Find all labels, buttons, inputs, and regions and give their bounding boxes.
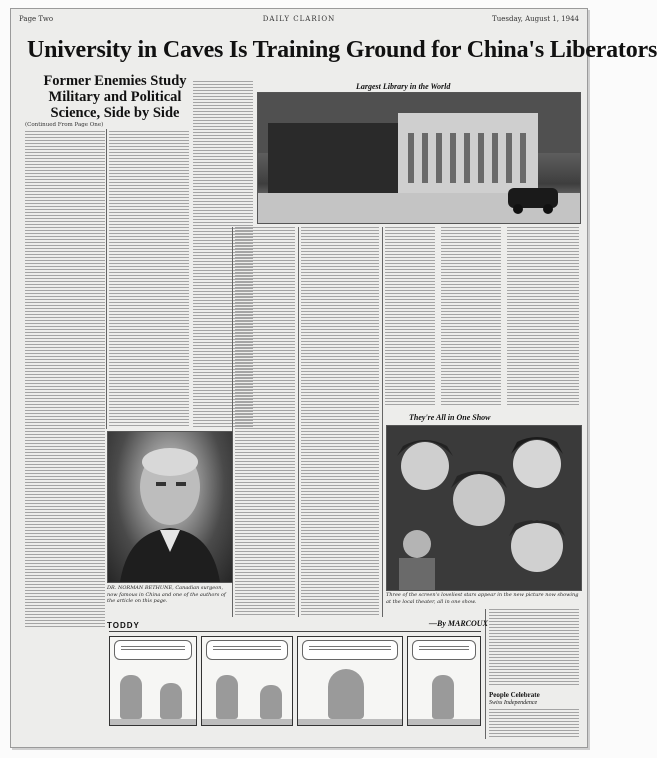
comic-figure	[432, 675, 454, 719]
comic-strip	[109, 631, 481, 728]
speech-bubble	[412, 640, 476, 660]
comic-ground	[202, 719, 292, 725]
comic-ground	[408, 719, 480, 725]
speech-bubble	[302, 640, 398, 660]
comic-panel-4	[407, 636, 481, 726]
article-column-4	[235, 227, 295, 617]
comic-figure	[120, 675, 142, 719]
page-label: Page Two	[19, 15, 54, 23]
main-headline: University in Caves Is Training Ground for China's Liberators	[27, 37, 657, 63]
portrait-image	[108, 432, 232, 582]
paper-name: DAILY CLARION	[262, 15, 336, 23]
comic-panel-3	[297, 636, 403, 726]
theyre-all-heading: They're All in One Show	[409, 413, 491, 422]
comic-figure	[216, 675, 238, 719]
comic-title: TODDY	[107, 621, 140, 630]
column-rule	[106, 129, 107, 429]
column-rule	[485, 609, 486, 739]
comic-panel-2	[201, 636, 293, 726]
article-column-2	[109, 131, 189, 427]
column-rule	[298, 227, 299, 617]
column-rule	[382, 227, 383, 617]
swiss-independence-subhead: Swiss Independence	[489, 700, 538, 706]
people-celebrate-heading: People Celebrate	[489, 691, 540, 699]
article-column-5	[301, 227, 379, 617]
trio-caption: Three of the screen's loveliest stars appear in the new picture now showing at the local theater, all in one show.	[386, 592, 579, 605]
comic-figure	[260, 685, 282, 719]
article-column-8	[507, 227, 579, 407]
comic-ground	[110, 719, 196, 725]
portrait-photo	[107, 431, 233, 583]
library-building-image	[258, 93, 580, 223]
masthead	[19, 13, 579, 27]
speech-bubble	[206, 640, 288, 660]
article-column-9	[489, 609, 579, 687]
article-column-6	[385, 227, 435, 407]
library-photo	[257, 92, 581, 224]
article-subhead: Former Enemies Study Military and Political Science, Side by Side	[43, 73, 187, 121]
issue-date: Tuesday, August 1, 1944	[492, 15, 579, 23]
comic-panel-1	[109, 636, 197, 726]
speech-bubble	[114, 640, 192, 660]
library-photo-title: Largest Library in the World	[356, 82, 451, 91]
article-column-7	[441, 227, 501, 407]
people-article-text	[489, 709, 579, 739]
article-column-1	[25, 131, 105, 627]
comic-byline: —By MARCOUX	[429, 619, 488, 628]
newspaper-page	[10, 8, 657, 748]
comic-figure	[160, 683, 182, 719]
continued-note: (Continued From Page One)	[25, 122, 104, 128]
three-actresses-image	[387, 426, 581, 590]
trio-photo	[386, 425, 582, 591]
portrait-caption: DR. NORMAN BETHUNE, Canadian surgeon, now famous in China and one of the authors of the article on this page.	[107, 585, 226, 604]
comic-ground	[298, 719, 402, 725]
comic-figure	[328, 669, 364, 719]
